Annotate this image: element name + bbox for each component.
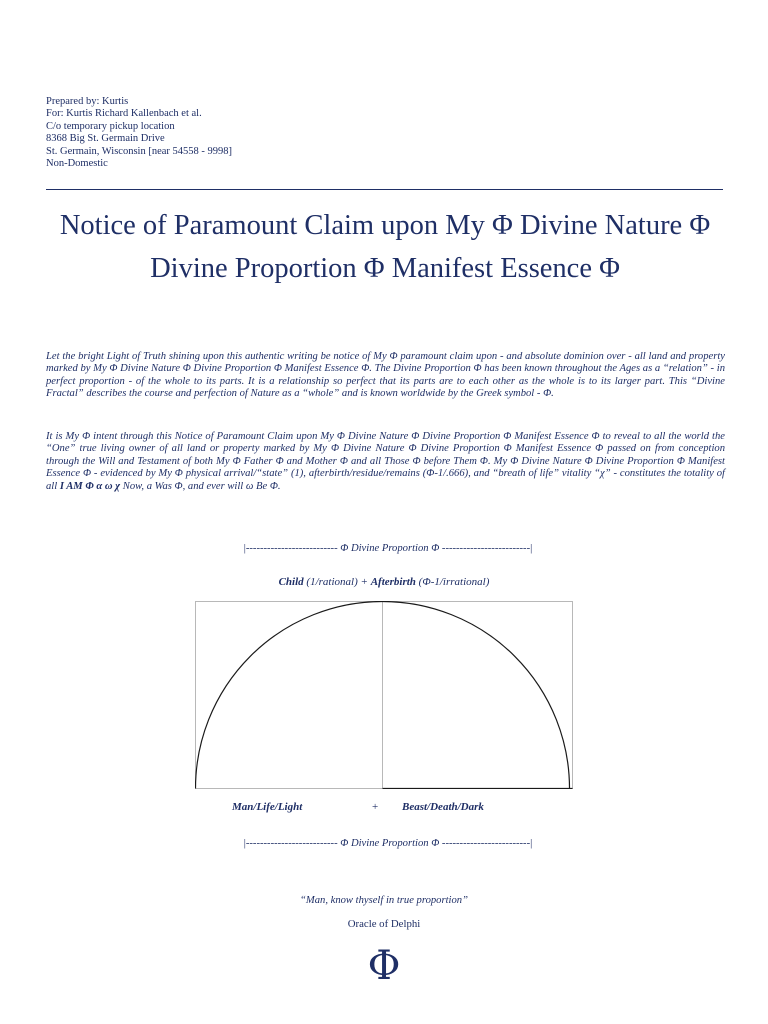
status-line: Non-Domestic xyxy=(46,158,108,170)
paragraph-2-bold-phrase: I AM Φ α ω χ xyxy=(59,480,121,492)
man-life-light-label: Man/Life/Light xyxy=(232,801,303,813)
beast-death-dark-label: Beast/Death/Dark xyxy=(402,801,484,813)
separator-left-dashes: |-------------------------- xyxy=(243,543,341,554)
sender-address-block xyxy=(46,96,232,170)
divine-proportion-separator-bottom xyxy=(192,838,584,849)
body-paragraph-2 xyxy=(46,431,725,493)
body-paragraph-1: Let the bright Light of Truth shining upon this authentic writing be notice of My Φ paramount claim upon - and absolute dominion over - all land and property marked by My Φ Divine Nature Φ Divine Proportion Φ Manifest Essence Φ. The Divine Proportion Φ has been known throughout the Ages as a “relation” - in perfect proportion - of the whole to its parts. It is a relationship so perfect that its parts are to each other as the whole is to its larger part. This “Divine Fractal” describes the course and perfection of Nature as a “whole” and is known worldwide by the Greek symbol - Φ. xyxy=(46,351,725,400)
afterbirth-description: (Φ-1/irrational) xyxy=(415,576,490,588)
prepared-by-line: Prepared by: Kurtis xyxy=(46,96,129,107)
delphi-quote: “Man, know thyself in true proportion” xyxy=(300,895,468,906)
golden-rectangle-grid xyxy=(196,602,573,789)
care-of-line: C/o temporary pickup location xyxy=(46,120,175,132)
golden-spiral-figure xyxy=(195,601,573,789)
figure-frame xyxy=(196,602,573,789)
city-line: St. Germain, Wisconsin [near 54558 - 9998] xyxy=(46,145,233,157)
afterbirth-label: Afterbirth xyxy=(370,576,416,588)
separator-left-dashes: |-------------------------- xyxy=(243,838,341,849)
paragraph-2-main-text: It is My Φ intent through this Notice of Paramount Claim upon My Φ Divine Nature Φ Divine Proportion Φ Manifest Essence Φ to reveal to all the world the “One” true living owner of all land or property marked by My Φ Divine Nature Φ Divine Proportion Φ Manifest Essence Φ passed on from conception through the Will and Testament of both My Φ Father Φ and Mother Φ and all Those Φ before Them Φ. My Φ Divine Nature Φ Divine Proportion Φ Manifest Essence Φ - evidenced by My Φ physical arrival/“state” (1), afterbirth/residue/remains (Φ-1/.666), and “breath of life” vitality “χ” - constitutes the totality of all xyxy=(46,431,725,492)
child-label: Child xyxy=(278,576,304,588)
separator-label: Φ Divine Proportion Φ xyxy=(340,838,440,849)
plus-sign: + xyxy=(372,801,379,813)
separator-right-dashes: -------------------------| xyxy=(439,838,533,849)
street-line: 8368 Big St. Germain Drive xyxy=(46,133,165,145)
figure-top-caption xyxy=(150,576,618,588)
for-line: For: Kurtis Richard Kallenbach et al. xyxy=(46,108,202,120)
quote-attribution: Oracle of Delphi xyxy=(347,918,421,930)
separator-label: Φ Divine Proportion Φ xyxy=(340,543,440,554)
paragraph-2-ending: Now, a Was Φ, and ever will ω Be Φ. xyxy=(120,480,281,492)
document-title: Notice of Paramount Claim upon My Φ Divine Nature Φ Divine Proportion Φ Manifest Essence Φ xyxy=(59,210,711,284)
golden-spiral-curve xyxy=(196,602,573,789)
separator-right-dashes: -------------------------| xyxy=(439,543,533,554)
phi-symbol: Φ xyxy=(367,943,401,989)
divine-proportion-separator-top xyxy=(192,543,584,554)
header-divider xyxy=(46,189,723,190)
child-description: (1/rational) + xyxy=(303,576,371,588)
